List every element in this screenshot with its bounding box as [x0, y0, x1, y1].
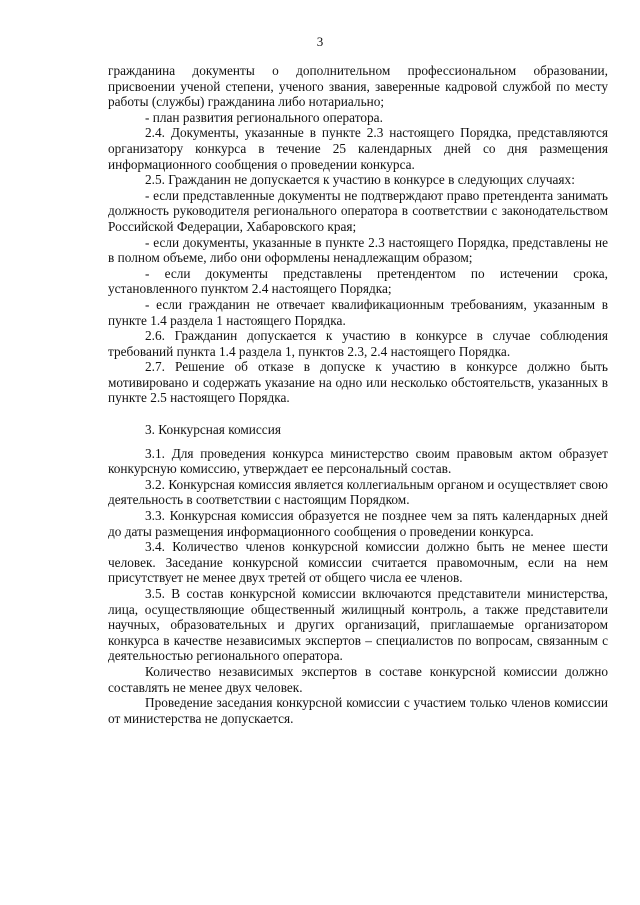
paragraph-list-item: - если документы представлены претендентом по истечении срока, установленного пунктом 2.4 настоящего Порядка; — [108, 265, 608, 297]
paragraph-list-item: - если документы, указанные в пункте 2.3 настоящего Порядка, представлены не в полном объеме, либо они оформлены ненадлежащим образом; — [108, 234, 608, 266]
paragraph-list-item: - если представленные документы не подтверждают право претендента занимать должность руководителя регионального оператора в соответствии с законодательством Российской Федерации, Хабаровского края; — [108, 187, 608, 234]
paragraph-3-2: 3.2. Конкурсная комиссия является коллегиальным органом и осуществляет свою деятельность в соответствии с настоящим Порядком. — [108, 476, 608, 508]
paragraph-list-item: - если гражданин не отвечает квалификационным требованиям, указанным в пункте 1.4 раздела 1 настоящего Порядка. — [108, 296, 608, 328]
paragraph-2-4: 2.4. Документы, указанные в пункте 2.3 настоящего Порядка, представляются организатору конкурса в течение 25 календарных дней со дня размещения информационного сообщения о проведении конкурса. — [108, 125, 608, 172]
paragraph-3-3: 3.3. Конкурсная комиссия образуется не позднее чем за пять календарных дней до даты размещения информационного сообщения о проведении конкурса. — [108, 508, 608, 539]
paragraph-experts-count: Количество независимых экспертов в составе конкурсной комиссии должно составлять не менее двух человек. — [108, 663, 608, 695]
paragraph-2-5: 2.5. Гражданин не допускается к участию в конкурсе в следующих случаях: — [145, 172, 575, 188]
paragraph-3-4: 3.4. Количество членов конкурсной комиссии должно быть не менее шести человек. Заседание конкурсной комиссии считается правомочным, если на нем присутствует не менее двух третей от общего числа ее членов. — [108, 539, 608, 586]
paragraph-continuation: гражданина документы о дополнительном профессиональном образовании, присвоении ученой степени, ученого звания, заверенные кадровой службой по месту работы (службы) гражданина либо нотариально; — [108, 63, 608, 110]
paragraph-2-7: 2.7. Решение об отказе в допуске к участию в конкурсе должно быть мотивировано и содержать указание на одно или несколько обстоятельств, указанных в пункте 2.5 настоящего Порядка. — [108, 359, 608, 406]
paragraph-list-item: - план развития регионального оператора. — [145, 109, 383, 125]
document-body — [108, 63, 608, 726]
section-heading: 3. Конкурсная комиссия — [145, 422, 281, 438]
paragraph-3-5: 3.5. В состав конкурсной комиссии включаются представители министерства, лица, осуществляющие общественный жилищный контроль, а также представители научных, образовательных и других организаций, приглашаемые организатором конкурса в качестве независимых экспертов – специалистов по вопросам, связанным с деятельностью регионального оператора. — [108, 586, 608, 664]
paragraph-3-1: 3.1. Для проведения конкурса министерство своим правовым актом образует конкурсную комиссию, утверждает ее персональный состав. — [108, 445, 608, 477]
page-number: 3 — [316, 34, 324, 49]
paragraph-2-6: 2.6. Гражданин допускается к участию в конкурсе в случае соблюдения требований пункта 1.4 раздела 1, пунктов 2.3, 2.4 настоящего Порядка. — [108, 328, 608, 359]
paragraph-meeting-rule: Проведение заседания конкурсной комиссии с участием только членов комиссии от министерства не допускается. — [108, 695, 608, 726]
